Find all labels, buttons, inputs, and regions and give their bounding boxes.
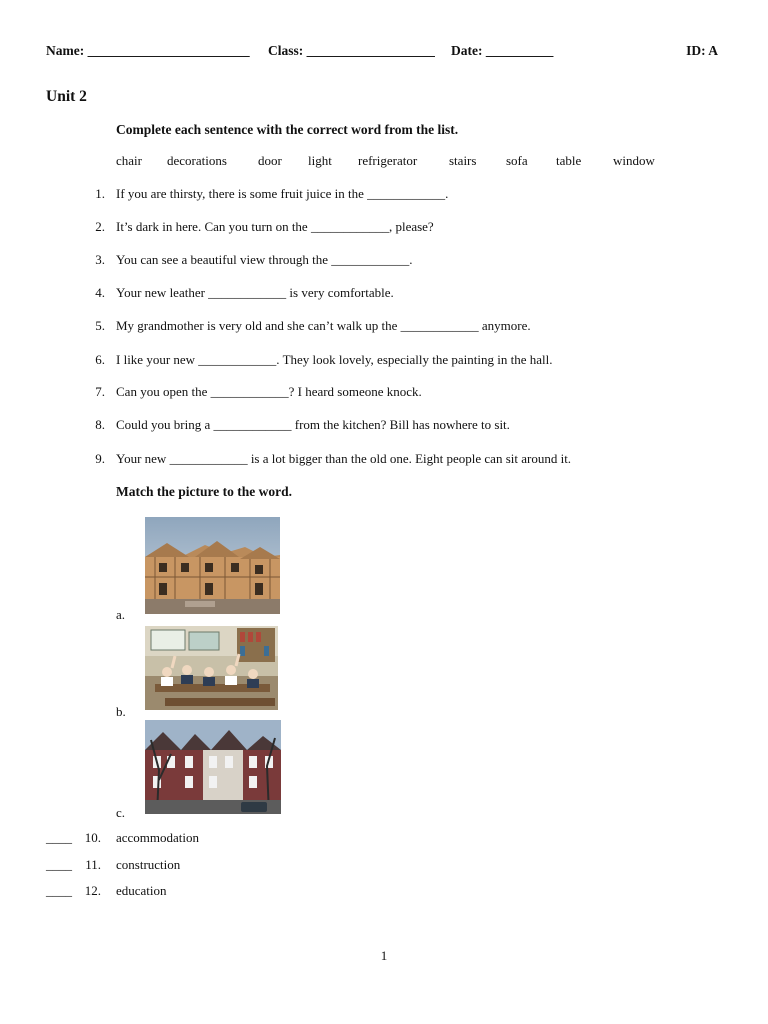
question-text: Can you open the ____________? I heard someone knock.	[116, 384, 422, 399]
question-text: If you are thirsty, there is some fruit juice in the ____________.	[116, 186, 449, 201]
option-label-b: b.	[116, 704, 126, 719]
question-text: My grandmother is very old and she can’t walk up the ____________ anymore.	[116, 318, 531, 333]
worksheet-header	[46, 43, 718, 61]
question-5	[88, 318, 708, 336]
question-9	[88, 451, 708, 469]
question-number: 12.	[84, 883, 101, 898]
match-word: education	[116, 883, 167, 898]
townhouses-photo	[145, 720, 281, 814]
word-bank-item: stairs	[449, 153, 477, 168]
word-bank-item: table	[556, 153, 582, 168]
question-number: 11.	[85, 857, 101, 872]
question-number: 4.	[95, 285, 105, 300]
question-number: 6.	[95, 352, 105, 367]
match-word: accommodation	[116, 830, 200, 845]
question-text: Could you bring a ____________ from the kitchen? Bill has nowhere to sit.	[116, 417, 510, 432]
question-number: 1.	[95, 186, 105, 201]
answer-blank[interactable]: ____	[46, 830, 72, 845]
question-number: 3.	[95, 252, 105, 267]
question-number: 5.	[95, 318, 105, 333]
question-1	[88, 186, 708, 204]
question-6	[88, 352, 708, 370]
question-number: 2.	[95, 219, 105, 234]
word-bank-item: light	[308, 153, 332, 168]
unit-title: Unit 2	[46, 88, 87, 105]
question-4	[88, 285, 708, 303]
word-bank-item: sofa	[506, 153, 528, 168]
id-field: ID: A	[686, 43, 718, 58]
house-construction-photo	[145, 517, 280, 614]
word-bank-item: chair	[116, 153, 142, 168]
section2-instruction: Match the picture to the word.	[116, 484, 292, 499]
question-text: I like your new ____________. They look lovely, especially the painting in the hall.	[116, 352, 553, 367]
word-bank	[116, 153, 664, 171]
name-field: Name: ________________________	[46, 43, 250, 58]
match-question-10	[46, 830, 346, 848]
word-bank-item: decorations	[167, 153, 227, 168]
class-field: Class: ___________________	[268, 43, 435, 58]
question-2	[88, 219, 708, 237]
classroom-photo	[145, 626, 278, 710]
question-3	[88, 252, 708, 270]
word-bank-item: door	[258, 153, 282, 168]
answer-blank[interactable]: ____	[46, 883, 72, 898]
word-bank-item: refrigerator	[358, 153, 418, 168]
option-label-c: c.	[116, 805, 126, 820]
question-text: You can see a beautiful view through the ____________.	[116, 252, 413, 267]
match-question-11	[46, 857, 346, 875]
question-text: It’s dark in here. Can you turn on the ____________, please?	[116, 219, 434, 234]
match-word: construction	[116, 857, 181, 872]
date-field: Date: __________	[451, 43, 554, 58]
match-question-12	[46, 883, 346, 901]
section1-instruction: Complete each sentence with the correct word from the list.	[116, 122, 459, 137]
question-number: 9.	[95, 451, 105, 466]
option-label-a: a.	[116, 607, 126, 622]
question-8	[88, 417, 708, 435]
answer-blank[interactable]: ____	[46, 857, 72, 872]
word-bank-item: window	[613, 153, 655, 168]
question-number: 8.	[95, 417, 105, 432]
question-7	[88, 384, 708, 402]
question-text: Your new ____________ is a lot bigger than the old one. Eight people can sit around it.	[116, 451, 572, 466]
question-text: Your new leather ____________ is very comfortable.	[116, 285, 394, 300]
page-number: 1	[380, 948, 388, 963]
question-number: 7.	[95, 384, 105, 399]
question-number: 10.	[84, 830, 101, 845]
